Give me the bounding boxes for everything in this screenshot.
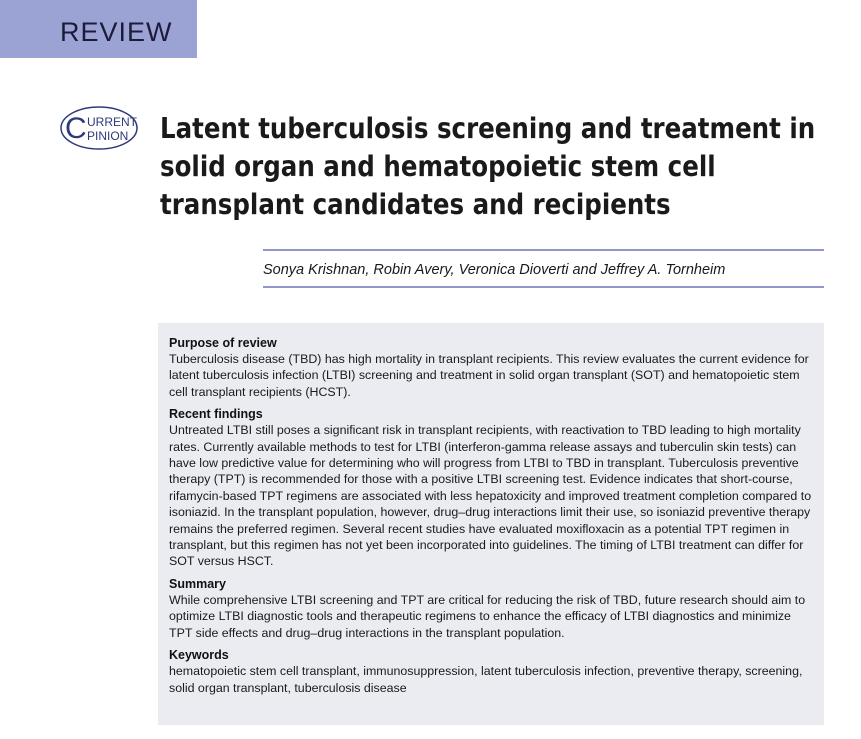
summary-text: While comprehensive LTBI screening and TPT are critical for reducing the risk of TBD, future research should aim to optimize LTBI diagnostic tools and therapeutic regimens to enhance the efficacy of LTBI diagnostics and minimize TPT side effects and drug–drug interactions in the transplant population.	[169, 592, 806, 640]
summary-heading: Summary	[169, 576, 226, 591]
logo-c-letter: C	[65, 112, 87, 145]
author-list: Sonya Krishnan, Robin Avery, Veronica Dioverti and Jeffrey A. Tornheim	[263, 262, 726, 278]
title-divider-top	[263, 249, 824, 251]
abstract-box	[158, 323, 824, 725]
findings-heading: Recent findings	[169, 407, 263, 422]
logo-line1: URRENT	[87, 115, 137, 129]
article-title: Latent tuberculosis screening and treatment in solid organ and hematopoietic stem cell transplant candidates and recipients	[160, 112, 816, 221]
purpose-text: Tuberculosis disease (TBD) has high mortality in transplant recipients. This review evaluates the current evidence for latent tuberculosis infection (LTBI) screening and treatment in solid organ transplant (SOT) and hematopoietic stem cell transplant recipients (HCST).	[169, 352, 809, 399]
title-divider-bottom	[263, 286, 824, 288]
findings-text: Untreated LTBI still poses a significant risk in transplant recipients, with reactivation to TBD leading to high mortality rates. Currently available methods to test for LTBI (interferon-gamma release assays and tuberculin skin tests) can have low predictive value for determining who will progress from LTBI to TBD in transplant. Tuberculosis preventive therapy (TPT) is recommended for those with a positive LTBI screening test. Evidence indicates that short-course, rifamycin-based TPT regimens are associated with less hepatoxicity and improved treatment completion compared to isoniazid. In the transplant population, however, drug–drug interactions limit their use, so isoniazid preventive therapy remains the preferred regimen. Several recent studies have evaluated moxifloxacin as a potential TPT regimen in transplant, but this regimen has not yet been incorporated into guidelines. The timing of LTBI treatment can differ for SOT versus HSCT.	[169, 423, 812, 569]
keywords-heading: Keywords	[169, 648, 229, 663]
purpose-heading: Purpose of review	[169, 336, 277, 350]
section-tag-label: REVIEW	[60, 17, 173, 47]
current-opinion-logo	[60, 105, 140, 151]
logo-line2: PINION	[87, 129, 129, 143]
section-tag	[0, 0, 197, 58]
keywords-text: hematopoietic stem cell transplant, immunosuppression, latent tuberculosis infection, preventive therapy, screening, solid organ transplant, tuberculosis disease	[169, 664, 803, 695]
